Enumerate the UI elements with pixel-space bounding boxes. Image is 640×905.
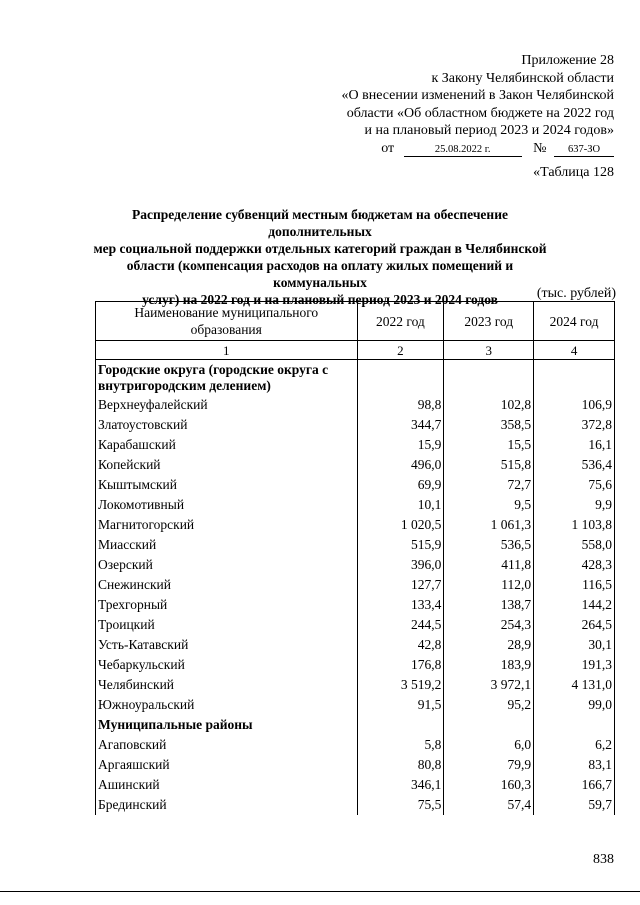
column-number-row (96, 341, 615, 360)
municipality-name: Озерский (96, 555, 358, 575)
table-body (96, 360, 615, 816)
empty-cell (534, 715, 615, 735)
value-2024: 191,3 (534, 655, 615, 675)
value-2024: 75,6 (534, 475, 615, 495)
units-label: (тыс. рублей) (536, 286, 616, 301)
table-row (96, 515, 615, 535)
table-row (96, 775, 615, 795)
number-label: № (533, 140, 547, 156)
value-2022: 1 020,5 (357, 515, 444, 535)
value-2024: 16,1 (534, 435, 615, 455)
table-row (96, 535, 615, 555)
value-2022: 244,5 (357, 615, 444, 635)
table-row (96, 635, 615, 655)
empty-cell (444, 360, 534, 396)
municipality-name: Златоустовский (96, 415, 358, 435)
group-header-row (96, 360, 615, 396)
page-number: 838 (593, 852, 614, 867)
municipality-name: Снежинский (96, 575, 358, 595)
value-2023: 112,0 (444, 575, 534, 595)
value-2023: 254,3 (444, 615, 534, 635)
group-title: Городские округа (городские округа с внутригородским делением) (96, 360, 358, 396)
value-2022: 127,7 (357, 575, 444, 595)
col-number-4: 4 (534, 341, 615, 360)
law-reference (342, 140, 615, 158)
value-2024: 83,1 (534, 755, 615, 775)
table-row (96, 455, 615, 475)
value-2023: 183,9 (444, 655, 534, 675)
value-2023: 1 061,3 (444, 515, 534, 535)
municipality-name: Карабашский (96, 435, 358, 455)
table-row (96, 755, 615, 775)
municipality-name: Южноуральский (96, 695, 358, 715)
table-row (96, 595, 615, 615)
table-row (96, 435, 615, 455)
col-header-2024: 2024 год (534, 302, 615, 341)
table-row (96, 655, 615, 675)
value-2022: 3 519,2 (357, 675, 444, 695)
table-row (96, 575, 615, 595)
title-line-1: Распределение субвенций местным бюджетам на обеспечение дополнительных (132, 207, 508, 239)
footer-rule (0, 891, 640, 892)
value-2024: 166,7 (534, 775, 615, 795)
table-row (96, 675, 615, 695)
col-number-2: 2 (357, 341, 444, 360)
subsidy-table (95, 301, 615, 815)
header-line-1: Приложение 28 (521, 53, 614, 68)
value-2022: 75,5 (357, 795, 444, 815)
value-2024: 428,3 (534, 555, 615, 575)
col-header-2023: 2023 год (444, 302, 534, 341)
value-2023: 358,5 (444, 415, 534, 435)
col-number-1: 1 (96, 341, 358, 360)
value-2022: 91,5 (357, 695, 444, 715)
value-2023: 536,5 (444, 535, 534, 555)
value-2024: 264,5 (534, 615, 615, 635)
value-2022: 344,7 (357, 415, 444, 435)
law-number: 637-ЗО (554, 144, 614, 157)
table-row (96, 415, 615, 435)
value-2022: 80,8 (357, 755, 444, 775)
value-2022: 15,9 (357, 435, 444, 455)
empty-cell (444, 715, 534, 735)
value-2023: 6,0 (444, 735, 534, 755)
title-line-3: области (компенсация расходов на оплату жилых помещений и коммунальных (126, 258, 514, 290)
value-2023: 411,8 (444, 555, 534, 575)
value-2024: 30,1 (534, 635, 615, 655)
value-2024: 116,5 (534, 575, 615, 595)
table-row (96, 615, 615, 635)
table-row (96, 495, 615, 515)
value-2024: 106,9 (534, 395, 615, 415)
value-2024: 99,0 (534, 695, 615, 715)
table-row (96, 735, 615, 755)
table-row (96, 475, 615, 495)
value-2022: 396,0 (357, 555, 444, 575)
value-2024: 536,4 (534, 455, 615, 475)
header-line-5: и на плановый период 2023 и 2024 годов» (364, 123, 614, 138)
value-2024: 144,2 (534, 595, 615, 615)
empty-cell (534, 360, 615, 396)
municipality-name: Локомотивный (96, 495, 358, 515)
municipality-name: Верхнеуфалейский (96, 395, 358, 415)
value-2024: 4 131,0 (534, 675, 615, 695)
value-2023: 3 972,1 (444, 675, 534, 695)
value-2024: 9,9 (534, 495, 615, 515)
municipality-name: Усть-Катавский (96, 635, 358, 655)
value-2024: 59,7 (534, 795, 615, 815)
col-header-2022: 2022 год (357, 302, 444, 341)
header-line-3: «О внесении изменений в Закон Челябинской (341, 88, 614, 103)
empty-cell (357, 715, 444, 735)
value-2022: 5,8 (357, 735, 444, 755)
municipality-name: Миасский (96, 535, 358, 555)
value-2023: 72,7 (444, 475, 534, 495)
value-2023: 28,9 (444, 635, 534, 655)
law-date: 25.08.2022 г. (404, 144, 522, 157)
municipality-name: Магнитогорский (96, 515, 358, 535)
appendix-header (342, 52, 615, 157)
value-2024: 1 103,8 (534, 515, 615, 535)
table-row (96, 395, 615, 415)
group-title: Муниципальные районы (96, 715, 358, 735)
municipality-name: Кыштымский (96, 475, 358, 495)
table-row (96, 795, 615, 815)
header-line-4: области «Об областном бюджете на 2022 год (346, 105, 614, 121)
table-row (96, 555, 615, 575)
value-2022: 98,8 (357, 395, 444, 415)
municipality-name: Агаповский (96, 735, 358, 755)
title-line-2: мер социальной поддержки отдельных категорий граждан в Челябинской (93, 241, 547, 256)
municipality-name: Копейский (96, 455, 358, 475)
value-2022: 69,9 (357, 475, 444, 495)
value-2022: 10,1 (357, 495, 444, 515)
value-2022: 346,1 (357, 775, 444, 795)
title-line-4: услуг) на 2022 год и на плановый период 2023 и 2024 годов (142, 292, 498, 307)
value-2023: 57,4 (444, 795, 534, 815)
col-header-name: Наименование муниципального образования (96, 302, 358, 341)
table-label: «Таблица 128 (533, 165, 614, 180)
value-2022: 515,9 (357, 535, 444, 555)
value-2024: 6,2 (534, 735, 615, 755)
municipality-name: Челябинский (96, 675, 358, 695)
empty-cell (357, 360, 444, 396)
municipality-name: Чебаркульский (96, 655, 358, 675)
municipality-name: Аргаяшский (96, 755, 358, 775)
table-row (96, 695, 615, 715)
value-2023: 79,9 (444, 755, 534, 775)
header-line-2: к Закону Челябинской области (431, 70, 614, 86)
value-2024: 372,8 (534, 415, 615, 435)
value-2024: 558,0 (534, 535, 615, 555)
value-2023: 15,5 (444, 435, 534, 455)
document-title (90, 206, 550, 308)
value-2023: 95,2 (444, 695, 534, 715)
value-2022: 42,8 (357, 635, 444, 655)
value-2023: 9,5 (444, 495, 534, 515)
municipality-name: Ашинский (96, 775, 358, 795)
col-number-3: 3 (444, 341, 534, 360)
value-2022: 133,4 (357, 595, 444, 615)
value-2023: 160,3 (444, 775, 534, 795)
group-header-row (96, 715, 615, 735)
header-row (96, 302, 615, 341)
from-label: от (381, 140, 395, 156)
value-2023: 102,8 (444, 395, 534, 415)
value-2022: 496,0 (357, 455, 444, 475)
municipality-name: Троицкий (96, 615, 358, 635)
value-2023: 515,8 (444, 455, 534, 475)
municipality-name: Трехгорный (96, 595, 358, 615)
municipality-name: Брединский (96, 795, 358, 815)
value-2022: 176,8 (357, 655, 444, 675)
value-2023: 138,7 (444, 595, 534, 615)
